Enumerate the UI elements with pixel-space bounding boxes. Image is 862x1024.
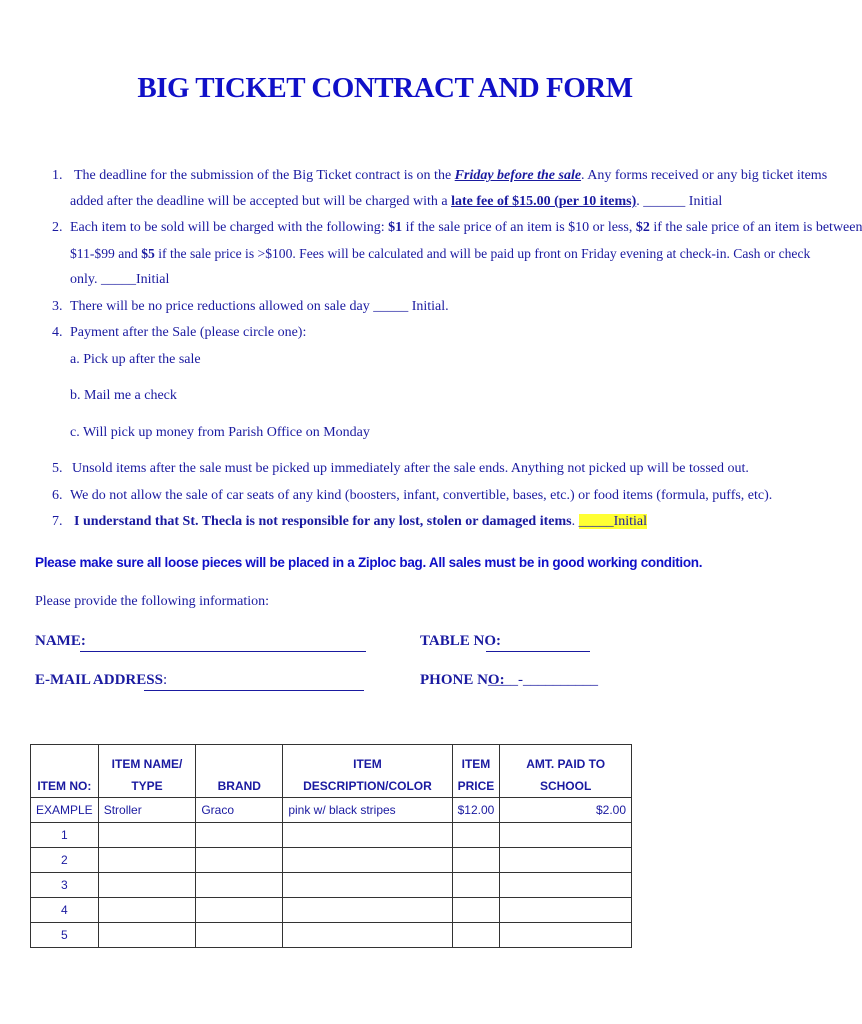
item-number-6: 6. [52,488,63,503]
header-description: ITEM DESCRIPTION/COLOR [283,745,452,798]
page-title: BIG TICKET CONTRACT AND FORM [137,72,633,104]
item-5-text: Unsold items after the sale must be picked up immediately after the sale ends. Anything not picked up will be tossed out. [72,461,749,476]
cell-price[interactable] [452,848,500,873]
item-7-text: I understand that St. Thecla is not responsible for any lost, stolen or damaged items. _____Initial [74,514,648,529]
cell-brand[interactable] [196,848,283,873]
cell-price[interactable] [452,873,500,898]
item-2-line-2: $11-$99 and $5 if the sale price is >$100. Fees will be calculated and will be paid up front on Friday evening at check-in. Cash or check [70,246,811,261]
item-6-text: We do not allow the sale of car seats of any kind (boosters, infant, convertible, bases, etc.) or food items (formula, puffs, etc). [70,488,773,503]
items-table [30,744,632,948]
cell-price[interactable] [452,923,500,948]
example-item-no: EXAMPLE [31,798,99,823]
item-number-2: 2. [52,220,63,235]
payment-option-c[interactable]: c. Will pick up money from Parish Office on Monday [70,425,370,440]
table-header-row [31,745,632,798]
cell-description[interactable] [283,848,452,873]
cell-description[interactable] [283,823,452,848]
cell-item-name[interactable] [98,923,196,948]
cell-amt-paid[interactable] [500,873,632,898]
table-row [31,873,632,898]
payment-option-b[interactable]: b. Mail me a check [70,388,177,403]
cell-description[interactable] [283,898,452,923]
row-number: 3 [31,873,99,898]
row-number: 1 [31,823,99,848]
header-item-price: ITEM PRICE [452,745,500,798]
row-number: 4 [31,898,99,923]
cell-brand[interactable] [196,898,283,923]
item-3-text: There will be no price reductions allowed on sale day _____ Initial. [70,299,449,314]
cell-item-name[interactable] [98,898,196,923]
cell-amt-paid[interactable] [500,923,632,948]
row-number: 2 [31,848,99,873]
phone-label: PHONE NO: [420,672,505,688]
item-number-1: 1. [52,168,63,183]
name-field[interactable] [80,651,366,652]
cell-description[interactable] [283,923,452,948]
cell-item-name[interactable] [98,823,196,848]
header-amt-paid: AMT. PAID TO SCHOOL [500,745,632,798]
item-1-line-1: The deadline for the submission of the Big Ticket contract is on the Friday before the sale. Any forms received or any big ticket items [74,168,828,183]
table-row-example [31,798,632,823]
cell-item-name[interactable] [98,873,196,898]
table-no-label: TABLE NO: [420,633,501,649]
table-row [31,848,632,873]
cell-amt-paid[interactable] [500,898,632,923]
cell-description[interactable] [283,873,452,898]
header-brand: BRAND [196,745,283,798]
cell-brand[interactable] [196,873,283,898]
item-number-3: 3. [52,299,63,314]
email-label: E-MAIL ADDRESS: [35,672,168,688]
cell-brand[interactable] [196,923,283,948]
item-number-4: 4. [52,325,63,340]
ziploc-notice: Please make sure all loose pieces will be placed in a Ziploc bag. All sales must be in good working condition. [35,555,703,570]
cell-amt-paid[interactable] [500,848,632,873]
example-amt-paid: $2.00 [500,798,632,823]
item-1-line-2: added after the deadline will be accepted but will be charged with a late fee of $15.00 (per 10 items). ______ Initial [70,194,723,209]
item-number-7: 7. [52,514,63,529]
table-row [31,898,632,923]
initial-field-highlight[interactable]: _____Initial [578,514,648,529]
item-2-line-3: only. _____Initial [70,272,170,287]
table-row [31,923,632,948]
name-label: NAME: [35,633,86,649]
cell-price[interactable] [452,898,500,923]
table-row [31,823,632,848]
cell-item-name[interactable] [98,848,196,873]
header-item-no: ITEM NO: [31,745,99,798]
item-4-text: Payment after the Sale (please circle one): [70,325,307,340]
email-field[interactable] [144,690,364,691]
cell-price[interactable] [452,823,500,848]
example-brand: Graco [196,798,283,823]
cell-brand[interactable] [196,823,283,848]
row-number: 5 [31,923,99,948]
example-description: pink w/ black stripes [283,798,452,823]
phone-field[interactable]: ____-__________ [488,672,598,688]
cell-amt-paid[interactable] [500,823,632,848]
item-number-5: 5. [52,461,63,476]
item-2-line-1: Each item to be sold will be charged with the following: $1 if the sale price of an item is $10 or less, $2 if the sale price of an item is between [70,220,862,235]
provide-info-label: Please provide the following information: [35,594,270,609]
payment-option-a[interactable]: a. Pick up after the sale [70,352,201,367]
example-item-name: Stroller [98,798,196,823]
example-price: $12.00 [452,798,500,823]
header-item-name: ITEM NAME/ TYPE [98,745,196,798]
table-no-field[interactable] [486,651,590,652]
